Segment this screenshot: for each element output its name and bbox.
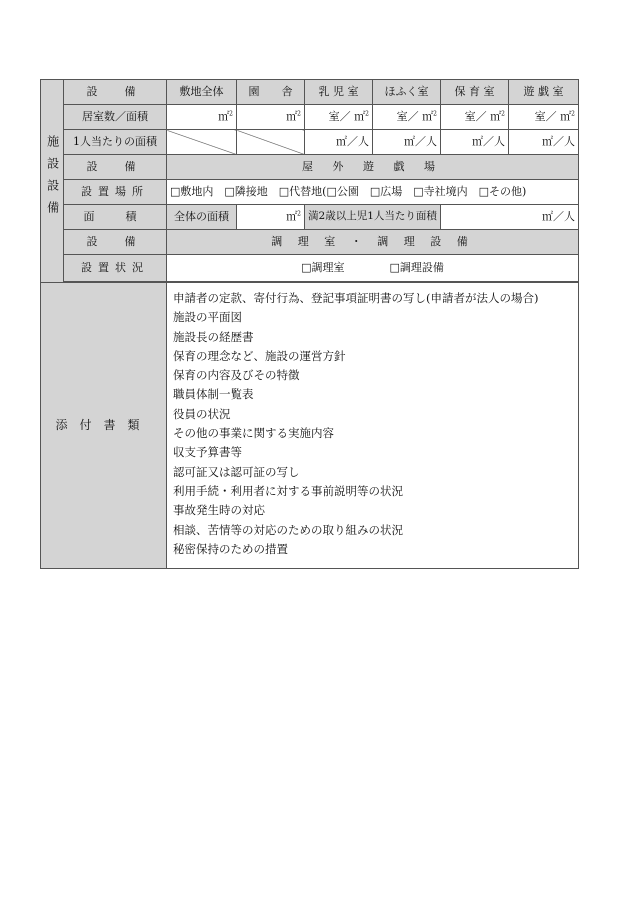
facility-header-label: 設 備	[64, 80, 167, 105]
total-area-field[interactable]: ㎡$^2$	[237, 205, 305, 230]
location-label: 設置場所	[64, 180, 167, 205]
list-item: 保育の内容及びその特徴	[173, 368, 300, 383]
section-title	[41, 80, 64, 283]
infant-per-person-field[interactable]: ㎡／人	[305, 130, 373, 155]
list-item: 相談、苦情等の対応のための取り組みの状況	[173, 522, 403, 537]
play-per-person-field[interactable]: ㎡／人	[509, 130, 579, 155]
col-building: 園 舎	[237, 80, 305, 105]
col-nursery-room: 保 育 室	[441, 80, 509, 105]
list-item: 役員の状況	[173, 406, 231, 421]
status-label: 設置状況	[64, 255, 167, 282]
opt-kitchen-room[interactable]: □調理室	[301, 260, 345, 274]
location-options[interactable]: □敷地内 □隣接地 □代替地(□公園 □広場 □寺社境内 □その他)	[167, 180, 579, 205]
kitchen-title: 調 理 室 ・ 調 理 設 備	[167, 230, 579, 255]
play-room-field[interactable]: 室／ ㎡$^2$	[509, 105, 579, 130]
site-area-field[interactable]: ㎡$^2$	[167, 105, 237, 130]
list-item: 収支予算書等	[173, 445, 242, 460]
list-item: 事故発生時の対応	[173, 503, 265, 518]
per-child-area-field[interactable]: ㎡／人	[441, 205, 579, 230]
list-item: 秘密保持のための措置	[173, 541, 288, 556]
outdoor-playground-title: 屋 外 遊 戯 場	[167, 155, 579, 180]
list-item: 利用手続・利用者に対する事前説明等の状況	[173, 483, 403, 498]
attachments-title: 添付書類	[41, 283, 167, 569]
kitchen-status-options[interactable]	[167, 255, 579, 282]
col-play-room: 遊 戯 室	[509, 80, 579, 105]
outdoor-facility-label: 設 備	[64, 155, 167, 180]
nursery-room-field[interactable]: 室／ ㎡$^2$	[441, 105, 509, 130]
building-area-field[interactable]: ㎡$^2$	[237, 105, 305, 130]
list-item: 施設の平面図	[173, 310, 242, 325]
crawling-room-field[interactable]: 室／ ㎡$^2$	[373, 105, 441, 130]
room-count-label: 居室数／面積	[64, 105, 167, 130]
list-item: 保育の理念など、施設の運営方針	[173, 348, 346, 363]
list-item: 申請者の定款、寄付行為、登記事項証明書の写し(申請者が法人の場合)	[173, 291, 539, 305]
nursery-per-person-field[interactable]: ㎡／人	[441, 130, 509, 155]
list-item: 職員体制一覧表	[173, 387, 254, 402]
building-per-person-na	[237, 130, 305, 155]
attachments-list	[167, 283, 579, 569]
col-infant-room: 乳 児 室	[305, 80, 373, 105]
per-person-label: 1人当たりの面積	[64, 130, 167, 155]
area-label: 面 積	[64, 205, 167, 230]
total-area-label: 全体の面積	[167, 205, 237, 230]
list-item: 施設長の経歴書	[173, 329, 254, 344]
facility-form-table	[40, 79, 579, 569]
list-item: 認可証又は認可証の写し	[173, 464, 300, 479]
col-crawling-room: ほふく室	[373, 80, 441, 105]
opt-kitchen-equipment[interactable]: □調理設備	[389, 260, 444, 274]
section-title-text: 施設設備	[45, 135, 60, 224]
col-site-total: 敷地全体	[167, 80, 237, 105]
list-item: その他の事業に関する実施内容	[173, 426, 334, 441]
site-per-person-na	[167, 130, 237, 155]
per-child-area-label: 満2歳以上児1人当たり面積	[305, 205, 441, 230]
kitchen-facility-label: 設 備	[64, 230, 167, 255]
crawling-per-person-field[interactable]: ㎡／人	[373, 130, 441, 155]
infant-room-field[interactable]: 室／ ㎡$^2$	[305, 105, 373, 130]
